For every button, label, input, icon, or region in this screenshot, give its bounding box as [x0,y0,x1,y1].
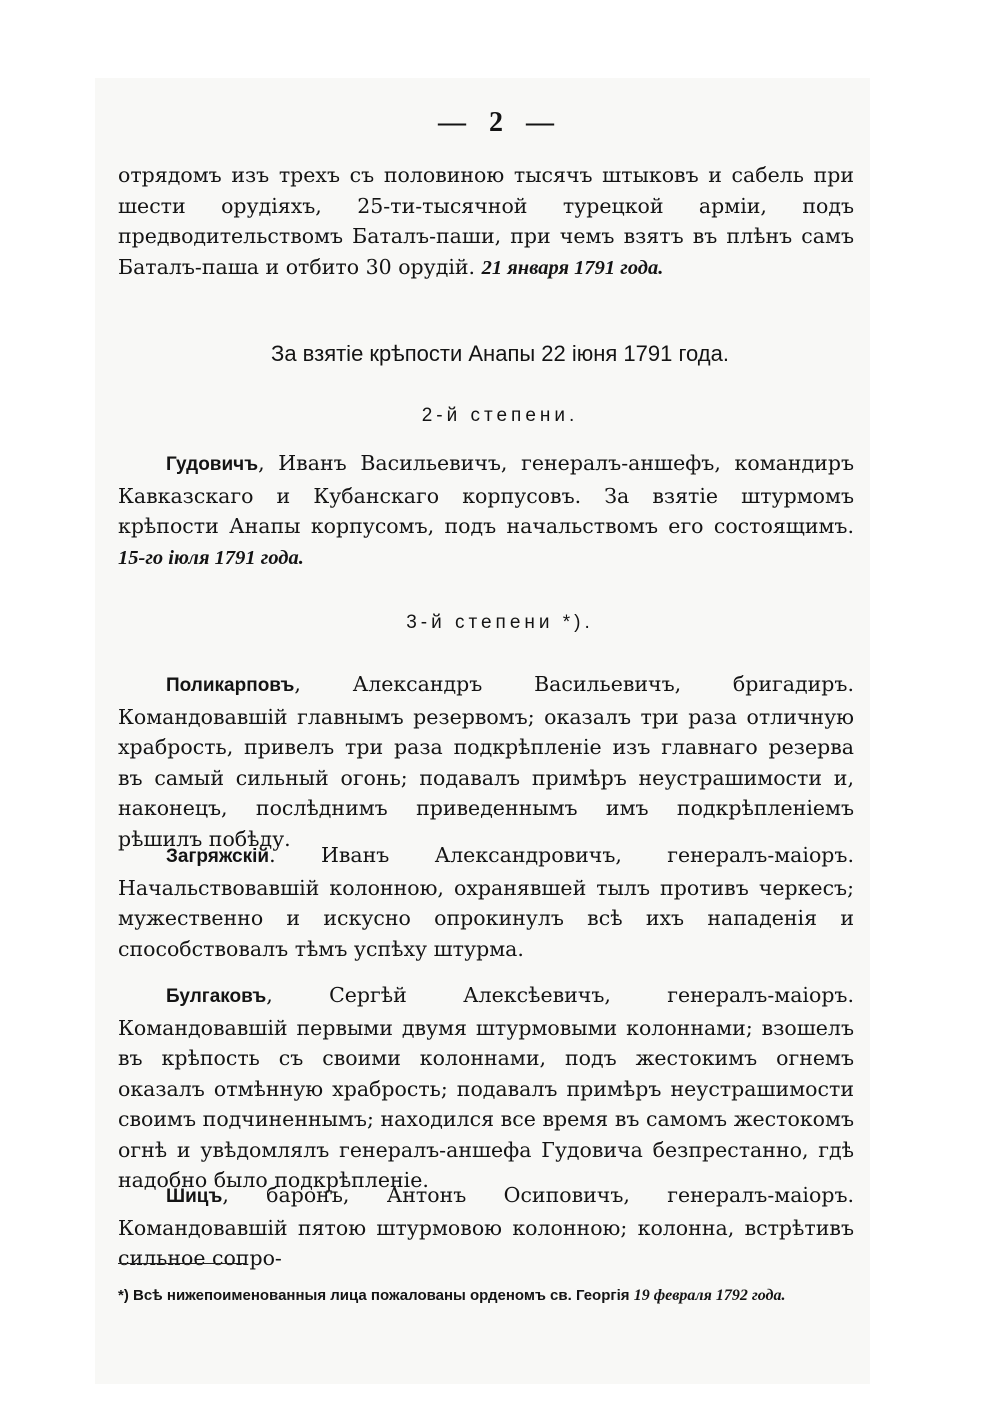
entry-shits [118,1180,854,1274]
entry-text: . Иванъ Александровичъ, генералъ-маіоръ. Начальствовавшій колонною, охранявшей тылъ противъ черкесъ; мужественно и искусно опрокинулъ всѣ ихъ нападенія и способствовалъ тѣмъ успѣху штурма. [118,843,854,961]
entry-text: , баронъ, Антонъ Осиповичъ, генералъ-маіоръ. Командовавшій пятою штурмовою колонною; колонна, встрѣтивъ сильное сопро- [118,1183,854,1270]
entry-polikarpov [118,669,854,854]
degree-3-heading: 3-й степени *). [406,612,594,633]
entry-name: Булгаковъ [166,986,267,1007]
entry-name: Шицъ [166,1186,223,1207]
entry-bulgakov [118,980,854,1196]
entry-date: 15-го іюля 1791 года. [118,546,304,569]
entry-zagryazhsky [118,840,854,964]
entry-name: Поликарповъ [166,675,295,696]
page-number: — 2 — [438,107,562,138]
section-heading: За взятіе крѣпости Анапы 22 іюня 1791 года. [271,341,729,366]
entry-text: , Сергѣй Алексѣевичъ, генералъ-маіоръ. Командовавшій первыми двумя штурмовыми колоннами; взошелъ въ крѣпость съ своими колоннами, подъ жестокимъ огнемъ оказалъ отмѣнную храбрость; подавалъ примѣръ неустрашимости своимъ подчиненнымъ; находился все время въ самомъ жестокомъ огнѣ и увѣдомлялъ генералъ-аншефа Гудовича безпрестанно, гдѣ надобно было подкрѣпленіе. [118,983,854,1192]
footnote-date: 19 февраля 1792 года. [633,1287,786,1304]
entry-gudovich [118,448,854,573]
degree-2-heading: 2-й степени. [421,405,579,426]
entry-name: Гудовичъ [166,454,259,475]
entry-text: , Иванъ Васильевичъ, генералъ-аншефъ, командиръ Кавказскаго и Кубанскаго корпусовъ. За взятіе штурмомъ крѣпости Анапы корпусомъ, подъ начальствомъ его состоящимъ. [118,451,854,538]
intro-text: отрядомъ изъ трехъ съ половиною тысячъ штыковъ и сабель при шести орудіяхъ, 25-ти-тысячной турецкой арміи, подъ предводительствомъ Баталъ-паши, при чемъ взятъ въ плѣнъ самъ Баталъ-паша и отбито 30 орудій. [118,163,854,279]
footnote-divider [118,1263,246,1264]
footnote-text: *) Всѣ нижепоименованныя лица пожалованы орденомъ св. Георгія [118,1287,630,1304]
entry-name: Загряжскій [166,846,270,867]
entry-text: , Александръ Васильевичъ, бригадиръ. Командовавшій главнымъ резервомъ; оказалъ три раза отличную храбрость, привелъ три раза подкрѣпленіе изъ главнаго резерва въ самый сильный огонь; подавалъ примѣръ неустрашимости и, наконецъ, послѣднимъ приведеннымъ имъ подкрѣпленіемъ рѣшилъ побѣду. [118,672,854,851]
intro-date: 21 января 1791 года. [481,256,664,279]
footnote [118,1283,854,1308]
intro-paragraph [118,160,854,283]
